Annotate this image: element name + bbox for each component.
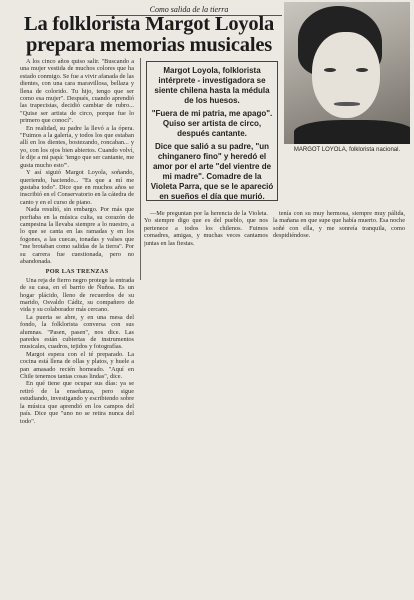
- photo-collar-shape: [294, 120, 410, 144]
- section-subhead: POR LAS TRENZAS: [45, 268, 109, 276]
- paragraph: Y así siguió Margot Loyola, soñando, queriendo, haciendo... "Es que a mí me gustaba todo". Dice que en muchos años se inscribió en el Conservatorio en la cátedra de canto y en el curso de piano.: [20, 169, 134, 206]
- article-headline: La folklorista Margot Loyola prepara memorias musicales: [23, 13, 275, 56]
- pull-quote-line: Margot Loyola, folklorista intérprete - investigadora se siente chilena hasta la médula de los huesos.: [154, 66, 270, 105]
- article-kicker: Como salida de la tierra: [96, 5, 282, 16]
- portrait-photo: [284, 2, 410, 144]
- body-column-3: [273, 210, 405, 280]
- photo-mouth-shape: [334, 102, 360, 106]
- paragraph: A los cinco años quiso salir. "Buscando a una mujer vestida de muchos colores que ha estado conmigo. Se fue a vivir afanada de las dientes, con una cara maravillosa, bellaza y llena de colorido. Tu hijo, tengo que ser como esa mujer". Después, cuando aprendió las trapecistas, decidió cambiar de rubro... "Quise ser artista de circo, porque fue lo primero que conocí".: [20, 58, 134, 125]
- column-divider: [140, 58, 141, 280]
- pull-quote-box: [146, 61, 278, 201]
- paragraph: tenía con su muy hermosa, siempre muy pálida, la mañana en que supe que había muerto. Esa noche soñé con ella, y me sonreía tranquila, como despidiéndose.: [273, 210, 405, 240]
- body-column-1: [20, 58, 134, 598]
- pull-quote-line: Dice que salió a su padre, "un chinganero fino" y heredó el amor por el arte "del vientre de mi madre". Comadre de la Violeta Parra, que se le apareció en sueños el día que murió.: [150, 142, 274, 201]
- paragraph: En realidad, su padre la llevó a la ópera. "Fuimos a la galería, y todos los que estaban allí en los dientes, bostezando, roncaban... y yo, con los ojos bien abiertos. Cuando volví, le dije a mi papá: 'tengo que ser cantante, me gusta mucho esto'".: [20, 124, 134, 169]
- pull-quote-line: "Fuera de mi patria, me apago". Quiso ser artista de circo, después cantante.: [151, 109, 273, 138]
- photo-left-eye-shape: [324, 68, 336, 72]
- paragraph: Nada resultó, sin embargo. Por más que porfiaba en la música culta, su corazón de campesina la llevaba siempre a lo nuestro, a lo que se canta en las ramadas y en los fogones, a las cuecas, tonadas y valses que "me brotaban como salidas de la tierra". Por su carrera fue cuestionada, pero no abandonada.: [20, 206, 134, 265]
- body-column-2: [144, 210, 268, 280]
- paragraph: Margot espera con el té preparado. La cocina está llena de ollas y platos, y huele a pan amasado recién horneado. "Aquí en Chile tenemos tantas cosas lindas", dice.: [20, 350, 134, 381]
- photo-caption: MARGOT LOYOLA, folklorista nacional.: [293, 147, 401, 153]
- paragraph: En qué tiene que ocupar sus días: ya se retiró de la enseñanza, pero sigue estudiando, investigando y escribiendo sobre la música que aprendió en los campos del país. Dice que "uno no se retira nunca del todo".: [20, 380, 134, 425]
- paragraph: Una reja de fierro negro protege la entrada de su casa, en el barrio de Ñuñoa. Es un hogar plácido, lleno de recuerdos de su marido, Osvaldo Cádiz, su compañero de vida y su colaborador más cercano.: [20, 276, 134, 314]
- photo-right-eye-shape: [356, 68, 368, 72]
- paragraph: La puerta se abre, y en una mesa del fondo, la folklorista conversa con sus alumnas. "Pasen, pasen", nos dice. Las paredes están cubiertas de instrumentos musicales, cuadros, tejidos y fotografías.: [20, 313, 134, 351]
- paragraph: —Me preguntan por la herencia de la Violeta. Yo siempre digo que es del pueblo, que nos pertenece a todos los chilenos. Fuimos comadres, amigas, y muchas veces cantamos juntas en las fiestas.: [144, 210, 268, 247]
